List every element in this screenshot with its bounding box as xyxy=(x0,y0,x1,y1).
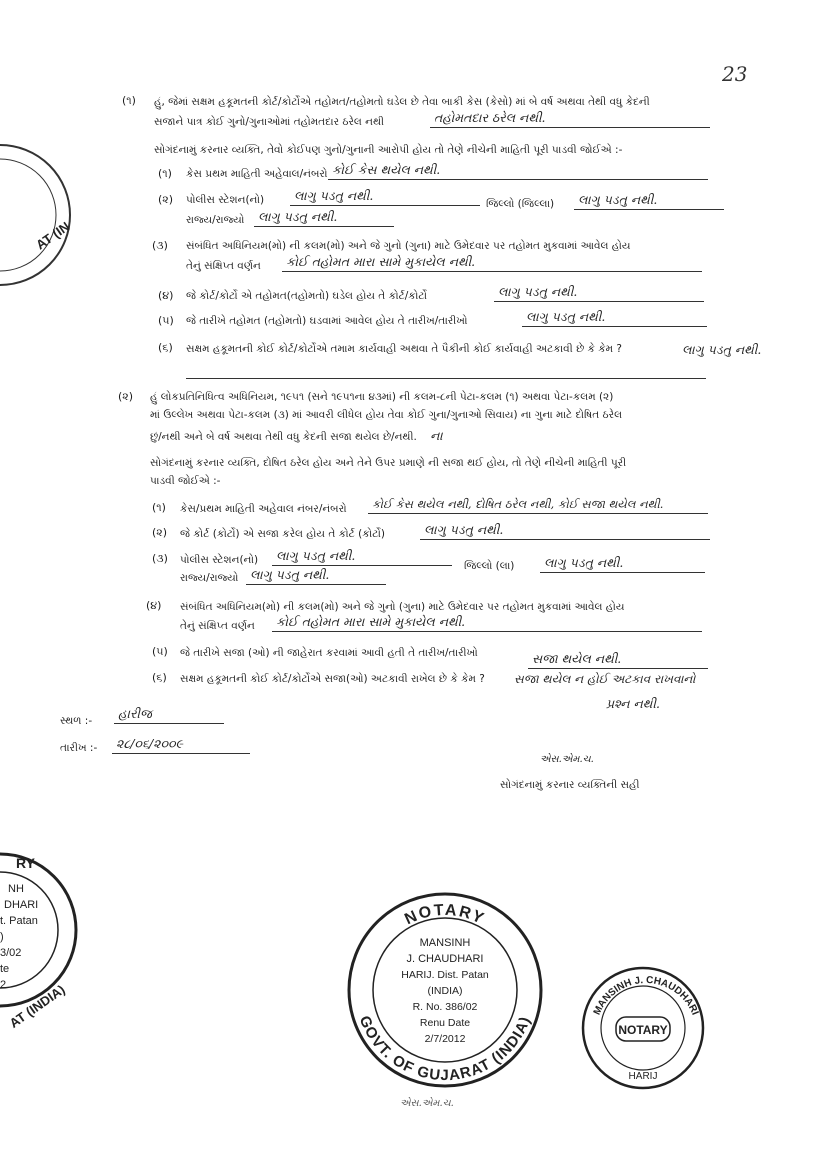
seal-line-6: Renu Date xyxy=(419,1017,471,1029)
s1-item2-number: (૨) xyxy=(158,193,174,206)
section2-oath-line1: સોગંદનામું કરનાર વ્યક્તિ, દોષિત ઠરેલ હોય અને તેને ઉપર પ્રમાણે ની સજા થઈ હોય, તો તેણે નીચેની માહિતી પૂરી xyxy=(150,457,627,469)
section2-oath-line2: પાડવી જોઈએ :- xyxy=(150,475,221,487)
s1-item2-fill: લાગુ પડતુ નથી. xyxy=(290,188,480,206)
s2-item6-label: સક્ષમ હકૂમતની કોઈ કોર્ટ/કોર્ટોએ સજા(ઓ) અટકાવી રાખેલ છે કે કેમ ? xyxy=(180,673,485,685)
section1-intro-text: સજાને પાત્ર કોઈ ગુનો/ગુનાઓમાં તહોમતદાર ઠરેલ નથી xyxy=(154,116,385,128)
s2-item5-fill: સજા થયેલ નથી. xyxy=(528,651,708,669)
s1-item2-label3: રાજ્ય/રાજ્યો xyxy=(186,214,245,226)
s2-item3-label2: જિલ્લો (લા) xyxy=(464,560,515,572)
s2-item4-label2: તેનું સંક્ષિપ્ત વર્ણન xyxy=(180,620,255,632)
s1-item3-number: (૩) xyxy=(152,239,168,252)
seal-bottom-arc: GOVT. OF GUJARAT (INDIA) xyxy=(355,1013,535,1085)
s2-item5-number: (૫) xyxy=(152,645,168,658)
s1-item3-fill: કોઈ તહોમત મારા સામે મુકાયેલ નથી. xyxy=(282,254,702,272)
s1-item1-label: કેસ પ્રથમ માહિતી અહેવાલ/નંબરો xyxy=(186,168,328,180)
left-stamp-line-7: te xyxy=(0,963,10,975)
seal-line-4: (INDIA) xyxy=(427,985,463,997)
seal-top-arc: NOTARY xyxy=(402,901,488,929)
s1-item3-label2: તેનું સંક્ષિપ્ત વર્ણન xyxy=(186,260,261,272)
s2-item2-number: (૨) xyxy=(152,526,168,539)
s1-item6-line xyxy=(186,378,706,379)
date-value: ૨૮/૦૬/૨૦૦૯ xyxy=(112,736,250,754)
s1-item2-label2: જિલ્લો (જિલ્લા) xyxy=(486,198,555,210)
s2-item3-fill3: લાગુ પડતુ નથી. xyxy=(246,567,386,585)
page-number: 23 xyxy=(722,62,748,86)
s1-item3-label: સંબંધિત અધિનિયમ(મો) ની કલમ(મો) અને જે ગુનો (ગુના) માટે ઉમેદવાર પર તહોમત મુકવામાં આવેલ હોય xyxy=(186,240,631,252)
s2-item4-fill: કોઈ તહોમત મારા સામે મુકાયેલ નથી. xyxy=(272,614,702,632)
left-notary-stamp xyxy=(0,840,90,1031)
s2-item6-fill: સજા થયેલ ન હોઈ અટકાવ રાખવાનો xyxy=(514,672,696,686)
s2-item3-fill: લાગુ પડતુ નથી. xyxy=(272,548,452,566)
left-stamp-line-2: NH xyxy=(8,883,24,895)
s2-item1-fill: કોઈ કેસ થયેલ નથી, દોષિત ઠરેલ નથી, કોઈ સજા થયેલ નથી. xyxy=(368,497,708,514)
signature-caption: સોગંદનામું કરનાર વ્યક્તિની સહી xyxy=(500,779,640,791)
left-stamp-line-1: RY xyxy=(16,855,35,871)
s1-item6-label: સક્ષમ હકૂમતની કોઈ કોર્ટ/કોર્ટોએ તમામ કાર્યવાહી અથવા તે પૈકીની કોઈ કાર્યવાહી અટકાવી છે કે કેમ ? xyxy=(186,343,623,355)
seal-line-3: HARIJ. Dist. Patan xyxy=(401,969,489,981)
s2-item2-label: જે કોર્ટ (કોર્ટો) એ સજા કરેલ હોય તે કોર્ટ (કોર્ટો) xyxy=(180,528,385,540)
s1-item1-fill: કોઈ કેસ થયેલ નથી. xyxy=(328,162,708,180)
section2-number: (૨) xyxy=(118,390,134,403)
left-stamp-line-4: t. Patan xyxy=(0,915,38,927)
s1-item6-number: (૬) xyxy=(158,341,173,354)
section1-number: (૧) xyxy=(122,94,136,107)
section1-intro-fill: તહોમતદાર ઠરેલ નથી. xyxy=(430,110,710,128)
section2-intro-fill: ના xyxy=(430,428,443,443)
s1-item5-fill: લાગુ પડતુ નથી. xyxy=(522,309,707,327)
left-stamp-line-8: 2 xyxy=(0,979,7,991)
s1-item4-fill: લાગુ પડતુ નથી. xyxy=(494,284,704,302)
section2-intro-line3 xyxy=(150,428,443,444)
left-stamp-line-5: ) xyxy=(0,931,4,943)
seal-line-1: MANSINH xyxy=(419,937,471,949)
s2-item3-label: પોલીસ સ્ટેશન(નો) xyxy=(180,554,259,566)
bottom-scrawl: એસ.એમ.ચ. xyxy=(400,1098,454,1109)
margin-stamp-fragment xyxy=(0,140,90,290)
s1-item2-fill2: લાગુ પડતુ નથી. xyxy=(574,192,724,210)
right-stamp-bottom: HARIJ xyxy=(628,1071,658,1082)
s1-item4-number: (૪) xyxy=(158,289,174,302)
s2-item4-number: (૪) xyxy=(146,599,162,612)
s1-item5-label: જે તારીખે તહોમત (તહોમતો) ઘડવામાં આવેલ હોય તે તારીખ/તારીખો xyxy=(186,315,468,327)
section2-intro-line1: હું લોકપ્રતિનિધિત્વ અધિનિયમ, ૧૯૫૧ (સને ૧૯૫૧ના ૪૩માં) ની કલમ-૮ની પેટા-કલમ (૧) અથવા પેટા-કલમ (૨) xyxy=(150,391,614,403)
s1-item2-fill3: લાગુ પડતુ નથી. xyxy=(254,209,394,227)
place-value: હારીજ xyxy=(114,706,224,724)
left-stamp-line-3: DHARI xyxy=(4,899,39,911)
place-label: સ્થળ :- xyxy=(60,715,93,727)
s1-item5-number: (૫) xyxy=(158,314,174,327)
s1-item2-label: પોલીસ સ્ટેશન(નો) xyxy=(186,194,265,206)
right-stamp-center: NOTARY xyxy=(618,1023,668,1037)
s1-item6-fill: લાગુ પડતુ નથી. xyxy=(682,342,762,357)
s1-item1-number: (૧) xyxy=(158,167,172,180)
right-notary-stamp xyxy=(578,963,708,1093)
section2-intro-text: છું/નથી અને બે વર્ષ અથવા તેથી વધુ કેદની સજા થયેલ છે/નથી. xyxy=(150,431,417,443)
left-stamp-line-6: 3/02 xyxy=(0,947,22,959)
s2-item3-label3: રાજ્ય/રાજ્યો xyxy=(180,572,239,584)
s2-item3-number: (૩) xyxy=(152,552,168,565)
left-stamp-ring-text: AT (INDIA) xyxy=(6,981,68,1031)
seal-line-7: 2/7/2012 xyxy=(424,1033,466,1045)
s2-item5-label: જે તારીખે સજા (ઓ) ની જાહેરાત કરવામાં આવી હતી તે તારીખ/તારીખો xyxy=(180,647,478,659)
section1-oath-line: સોગંદનામું કરનાર વ્યક્તિ, તેવો કોઈપણ ગુનો/ગુનાની આરોપી હોય તો તેણે નીચેની માહિતી પૂરી પાડવી જોઈએ :- xyxy=(154,144,623,156)
s2-item1-number: (૧) xyxy=(152,501,166,514)
s2-item3-fill2: લાગુ પડતુ નથી. xyxy=(540,555,705,573)
section1-intro-line1: હું, જેમાં સક્ષમ હકૂમતની કોર્ટ/કોર્ટોએ તહોમત/તહોમતો ઘડેલ છે તેવા બાકી કેસ (કેસો) માં બે વર્ષ અથવા તેથી વધુ કેદની xyxy=(154,96,650,108)
section2-intro-line2: માં ઉલ્લેખ અથવા પેટા-કલમ (૩) માં આવરી લીધેલ હોય તેવા કોઈ ગુના/ગુનાઓ સિવાય) ના ગુના માટે દોષિત ઠરેલ xyxy=(150,409,623,421)
s1-item4-label: જે કોર્ટ/કોર્ટો એ તહોમત(તહોમતો) ઘડેલ હોય તે કોર્ટ/કોર્ટો xyxy=(186,290,427,302)
section1-intro-line2 xyxy=(154,116,384,129)
center-notary-seal xyxy=(345,890,545,1090)
s2-item6-number: (૬) xyxy=(152,671,167,684)
seal-line-2: J. CHAUDHARI xyxy=(406,953,484,965)
margin-stamp-text: AT (IN xyxy=(33,218,73,253)
right-stamp-arc: MANSINH J. CHAUDHARI xyxy=(591,974,701,1017)
s2-item2-fill: લાગુ પડતુ નથી. xyxy=(420,522,710,540)
signature-scrawl: એસ.એમ.ચ. xyxy=(540,754,594,765)
s2-item4-label: સંબંધિત અધિનિયમ(મો) ની કલમ(મો) અને જે ગુનો (ગુના) માટે ઉમેદવાર પર તહોમત મુકવામાં આવેલ હોય xyxy=(180,601,625,613)
seal-line-5: R. No. 386/02 xyxy=(412,1001,478,1013)
date-label: તારીખ :- xyxy=(60,742,98,754)
s2-item1-label: કેસ/પ્રથમ માહિતી અહેવાલ નંબર/નંબરો xyxy=(180,503,347,515)
s2-item6-fill-b: પ્રશ્ન નથી. xyxy=(606,696,660,711)
